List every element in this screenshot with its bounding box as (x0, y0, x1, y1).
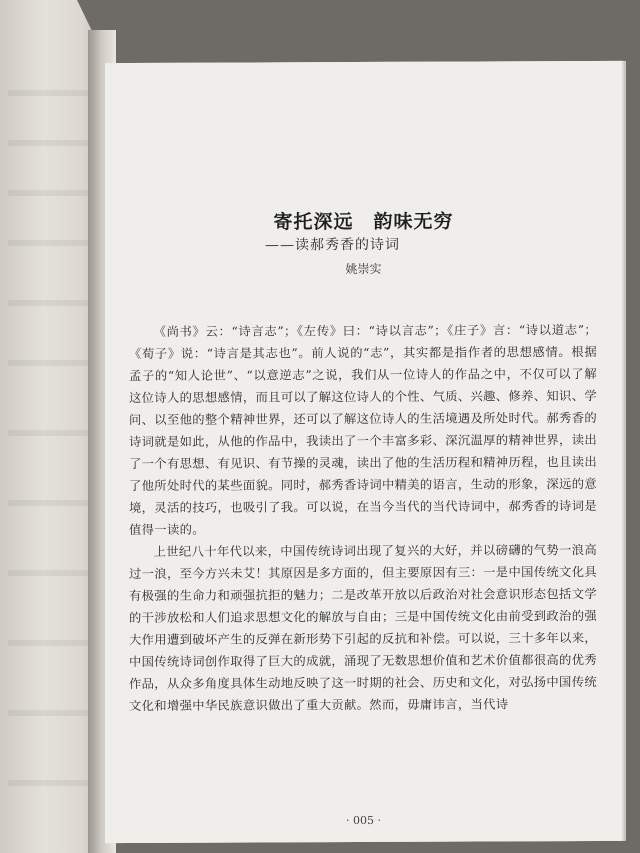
bleed-through-line (8, 140, 88, 146)
book-page (105, 61, 622, 843)
bleed-through-line (8, 90, 88, 96)
page-number: · 005 · (346, 813, 381, 828)
article-title: 寄托深远 韵味无穷 (273, 210, 454, 234)
bleed-through-line (8, 570, 88, 576)
bleed-through-line (8, 640, 88, 646)
bleed-through-line (8, 240, 88, 246)
bleed-through-line (8, 780, 88, 786)
bleed-through-line (8, 300, 88, 306)
body-paragraph: 《尚书》云：“诗言志”；《左传》曰：“诗以言志”；《庄子》言：“诗以道志”；《荀子》说：“诗言是其志也”。前人说的“志”，其实都是指作者的思想感情。根据孟子的“知人论世”、“以意逆志”之说，我们从一位诗人的作品之中，不仅可以了解这位诗人的思想感情，而且可以了解这位诗人的个性、气质、兴趣、修养、知识、学问、以至他的整个精神世界，还可以了解这位诗人的生活境遇及所处时代。郝秀香的诗词就是如此，从他的作品中，我读出了一个丰富多彩、深沉温厚的精神世界，读出了一个有思想、有见识、有节操的灵魂，读出了他的生活历程和精神历程，也且读出了他所处时代的某些面貌。同时，郝秀香诗词中精美的语言，生动的形象，深远的意境，灵活的技巧，也吸引了我。可以说，在当今当代的当代诗词中，郝秀香的诗词是值得一读的。 (129, 322, 597, 538)
body-paragraph: 上世纪八十年代以来，中国传统诗词出现了复兴的大好，并以磅礴的气势一浪高过一浪，至今方兴未艾！其原因是多方面的，但主要原因有三：一是中国传统文化具有极强的生命力和顽强抗拒的魅力；二是改革开放以后政治对社会意识形态包括文学的干涉放松和人们追求思想文化的解放与自由；三是中国传统文化由前受到政治的强大作用遭到破坏产生的反弹在新形势下引起的反抗和补偿。可以说，三十多年以来，中国传统诗词创作取得了巨大的成就，涌现了无数思想价值和艺术价值都很高的优秀作品，从众多角度具体生动地反映了这一时期的社会、历史和文化，对弘扬中国传统文化和增强中华民族意识做出了重大贡献。然而，毋庸讳言，当代诗 (129, 542, 597, 714)
article-author: 姚崇实 (345, 261, 382, 277)
bleed-through-line (8, 190, 88, 196)
article-body (129, 319, 597, 717)
bleed-through-line (8, 710, 88, 716)
bleed-through-line (8, 360, 88, 366)
article-subtitle: ——读郝秀香的诗词 (265, 236, 400, 254)
bleed-through-line (8, 430, 88, 436)
bleed-through-line (8, 500, 88, 506)
